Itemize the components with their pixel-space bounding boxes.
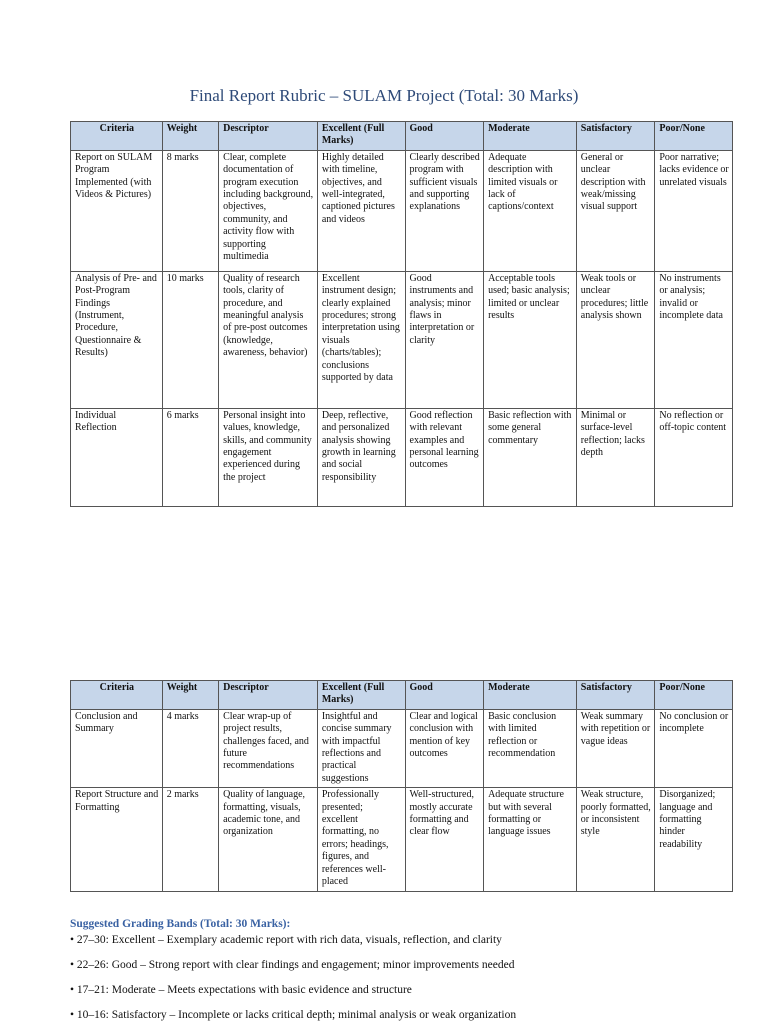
table-header-row	[71, 681, 733, 710]
weight-cell: 4 marks	[162, 709, 218, 787]
rubric-table-2	[70, 680, 733, 892]
column-header-weight: Weight	[162, 122, 218, 151]
moderate-cell: Basic conclusion with limited reflection or recommendation	[484, 709, 577, 787]
moderate-cell: Adequate description with limited visuals or lack of captions/context	[484, 150, 577, 271]
page-title: Final Report Rubric – SULAM Project (Total: 30 Marks)	[189, 86, 579, 105]
good-cell: Well-structured, mostly accurate formatting and clear flow	[405, 788, 484, 891]
column-header-criteria: Criteria	[71, 122, 163, 151]
good-cell: Clearly described program with sufficient visuals and supporting explanations	[405, 150, 484, 271]
poor-cell: No instruments or analysis; invalid or incomplete data	[655, 271, 733, 408]
grading-band-item: • 17–21: Moderate – Meets expectations with basic evidence and structure	[70, 984, 412, 996]
column-header-weight: Weight	[162, 681, 218, 710]
column-header-satisfactory: Satisfactory	[576, 122, 655, 151]
grading-band-item: • 10–16: Satisfactory – Incomplete or lacks critical depth; minimal analysis or weak organization	[70, 1009, 517, 1021]
poor-cell: No conclusion or incomplete	[655, 709, 733, 787]
excellent-cell: Highly detailed with timeline, objectives, and well-integrated, captioned pictures and videos	[317, 150, 405, 271]
criteria-cell: Conclusion and Summary	[71, 709, 163, 787]
good-cell: Clear and logical conclusion with mention of key outcomes	[405, 709, 484, 787]
criteria-cell: Report on SULAM Program Implemented (with Videos & Pictures)	[71, 150, 163, 271]
criteria-cell: Analysis of Pre- and Post-Program Findings (Instrument, Procedure, Questionnaire & Results)	[71, 271, 163, 408]
column-header-moderate: Moderate	[484, 681, 577, 710]
table-row	[71, 788, 733, 891]
satisfactory-cell: General or unclear description with weak/missing visual support	[576, 150, 655, 271]
column-header-good: Good	[405, 681, 484, 710]
grading-bands-title: Suggested Grading Bands (Total: 30 Marks):	[70, 918, 291, 930]
good-cell: Good reflection with relevant examples and personal learning outcomes	[405, 408, 484, 506]
excellent-cell: Excellent instrument design; clearly explained procedures; strong interpretation using visuals (charts/tables); conclusions supported by data	[317, 271, 405, 408]
moderate-cell: Adequate structure but with several formatting or language issues	[484, 788, 577, 891]
moderate-cell: Basic reflection with some general commentary	[484, 408, 577, 506]
column-header-descriptor: Descriptor	[219, 122, 318, 151]
criteria-cell: Individual Reflection	[71, 408, 163, 506]
satisfactory-cell: Minimal or surface-level reflection; lacks depth	[576, 408, 655, 506]
grading-band-item: • 27–30: Excellent – Exemplary academic report with rich data, visuals, reflection, and clarity	[70, 934, 502, 946]
descriptor-cell: Personal insight into values, knowledge, skills, and community engagement experienced during the project	[219, 408, 318, 506]
excellent-cell: Deep, reflective, and personalized analysis showing growth in learning and social responsibility	[317, 408, 405, 506]
good-cell: Good instruments and analysis; minor flaws in interpretation or clarity	[405, 271, 484, 408]
weight-cell: 2 marks	[162, 788, 218, 891]
excellent-cell: Professionally presented; excellent formatting, no errors; headings, figures, and references well-placed	[317, 788, 405, 891]
satisfactory-cell: Weak tools or unclear procedures; little analysis shown	[576, 271, 655, 408]
table-row	[71, 709, 733, 787]
weight-cell: 6 marks	[162, 408, 218, 506]
poor-cell: Poor narrative; lacks evidence or unrelated visuals	[655, 150, 733, 271]
weight-cell: 8 marks	[162, 150, 218, 271]
column-header-moderate: Moderate	[484, 122, 577, 151]
poor-cell: Disorganized; language and formatting hinder readability	[655, 788, 733, 891]
descriptor-cell: Quality of research tools, clarity of procedure, and meaningful analysis of pre-post outcomes (knowledge, awareness, behavior)	[219, 271, 318, 408]
grading-band-item: • 22–26: Good – Strong report with clear findings and engagement; minor improvements needed	[70, 959, 515, 971]
satisfactory-cell: Weak summary with repetition or vague ideas	[576, 709, 655, 787]
satisfactory-cell: Weak structure, poorly formatted, or inconsistent style	[576, 788, 655, 891]
column-header-excellent: Excellent (Full Marks)	[317, 122, 405, 151]
descriptor-cell: Clear, complete documentation of program execution including background, objectives, community, and activity flow with supporting multimedia	[219, 150, 318, 271]
column-header-excellent: Excellent (Full Marks)	[317, 681, 405, 710]
column-header-satisfactory: Satisfactory	[576, 681, 655, 710]
poor-cell: No reflection or off-topic content	[655, 408, 733, 506]
column-header-descriptor: Descriptor	[219, 681, 318, 710]
descriptor-cell: Clear wrap-up of project results, challenges faced, and future recommendations	[219, 709, 318, 787]
table-header-row	[71, 122, 733, 151]
table-row	[71, 150, 733, 271]
column-header-poor: Poor/None	[655, 681, 733, 710]
criteria-cell: Report Structure and Formatting	[71, 788, 163, 891]
column-header-criteria: Criteria	[71, 681, 163, 710]
rubric-table-1	[70, 121, 733, 507]
excellent-cell: Insightful and concise summary with impactful reflections and practical suggestions	[317, 709, 405, 787]
descriptor-cell: Quality of language, formatting, visuals, academic tone, and organization	[219, 788, 318, 891]
column-header-good: Good	[405, 122, 484, 151]
weight-cell: 10 marks	[162, 271, 218, 408]
table-row	[71, 408, 733, 506]
column-header-poor: Poor/None	[655, 122, 733, 151]
moderate-cell: Acceptable tools used; basic analysis; limited or unclear results	[484, 271, 577, 408]
table-row	[71, 271, 733, 408]
